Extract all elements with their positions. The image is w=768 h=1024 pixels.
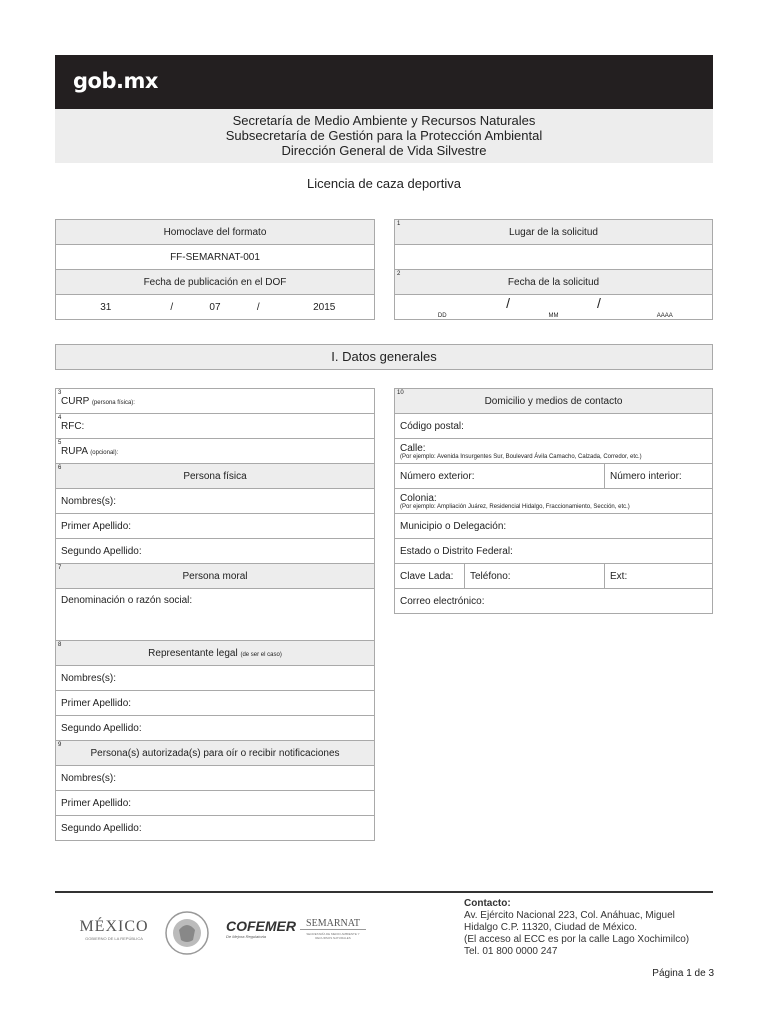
lugar-solicitud-header: 1 Lugar de la solicitud (395, 220, 713, 245)
footer-divider (55, 891, 713, 893)
curp-field[interactable]: 3 CURP (persona física): (56, 389, 375, 414)
rfc-field[interactable]: 4 RFC: (56, 414, 375, 439)
calle-field[interactable]: Calle: (Por ejemplo: Avenida Insurgentes Sur, Boulevard Ávila Camacho, Calzada, Corredor, etc.) (395, 439, 713, 464)
contact-line-2: Hidalgo C.P. 11320, Ciudad de México. (464, 922, 638, 933)
fecha-mm-field[interactable]: MM (527, 295, 581, 320)
domicilio-header: 10 Domicilio y medios de contacto (395, 389, 713, 414)
persona-fisica-header: 6 Persona física (56, 464, 375, 489)
footer-logos (78, 910, 378, 960)
pf-nombres-field[interactable]: Nombres(s): (56, 489, 375, 514)
datos-personales-table (55, 388, 375, 841)
fecha-solicitud-header: 2 Fecha de la solicitud (395, 270, 713, 295)
fecha-publicacion-label: Fecha de publicación en el DOF (56, 270, 375, 295)
pub-month: 07 (188, 295, 242, 320)
pub-day: 31 (56, 295, 156, 320)
fecha-sep-2: / (580, 295, 617, 320)
homoclave-label: Homoclave del formato (56, 220, 375, 245)
numero-interior-field[interactable]: Número interior: (605, 464, 713, 489)
form-title: Licencia de caza deportiva (307, 176, 461, 191)
escudo-nacional-icon (164, 910, 210, 956)
pa-segundo-apellido-field[interactable]: Segundo Apellido: (56, 816, 375, 841)
mexico-logo: MÉXICO GOBIERNO DE LA REPÚBLICA (79, 918, 149, 941)
autorizada-header: 9 Persona(s) autorizada(s) para oír o recibir notificaciones (56, 741, 375, 766)
domicilio-table (394, 388, 713, 614)
colonia-field[interactable]: Colonia: (Por ejemplo: Ampliación Juárez, Residencial Hidalgo, Fraccionamiento, Sección, etc.) (395, 489, 713, 514)
semarnat-logo: SEMARNAT SECRETARÍA DE MEDIO AMBIENTE Y RECURSOS NATURALES (300, 918, 366, 940)
rl-segundo-apellido-field[interactable]: Segundo Apellido: (56, 716, 375, 741)
contact-title: Contacto: (464, 898, 511, 909)
agency-line-1: Secretaría de Medio Ambiente y Recursos Naturales (232, 113, 536, 128)
contact-line-4: Tel. 01 800 0000 247 (464, 946, 558, 957)
rupa-field[interactable]: 5 RUPA (opcional): (56, 439, 375, 464)
clave-lada-field[interactable]: Clave Lada: (395, 564, 465, 589)
cofemer-logo: COFEMER De Mejora Regulatoria (226, 918, 296, 939)
estado-field[interactable]: Estado o Distrito Federal: (395, 539, 713, 564)
gobmx-logo[interactable]: gob.mx (73, 69, 158, 93)
fecha-aaaa-field[interactable]: AAAA (618, 295, 713, 320)
agency-line-2: Subsecretaría de Gestión para la Protección Ambiental (225, 128, 543, 143)
lugar-solicitud-field[interactable] (395, 245, 713, 270)
pa-primer-apellido-field[interactable]: Primer Apellido: (56, 791, 375, 816)
telefono-field[interactable]: Teléfono: (465, 564, 605, 589)
denominacion-field[interactable]: Denominación o razón social: (56, 589, 375, 641)
fecha-dd-field[interactable]: DD (395, 295, 490, 320)
municipio-field[interactable]: Municipio o Delegación: (395, 514, 713, 539)
ext-field[interactable]: Ext: (605, 564, 713, 589)
fecha-sep-1: / (490, 295, 527, 320)
format-info-table (55, 219, 375, 320)
correo-field[interactable]: Correo electrónico: (395, 589, 713, 614)
agency-header (55, 109, 713, 163)
numero-exterior-field[interactable]: Número exterior: (395, 464, 605, 489)
pf-segundo-apellido-field[interactable]: Segundo Apellido: (56, 539, 375, 564)
homoclave-value: FF-SEMARNAT-001 (56, 245, 375, 270)
codigo-postal-field[interactable]: Código postal: (395, 414, 713, 439)
rl-primer-apellido-field[interactable]: Primer Apellido: (56, 691, 375, 716)
contact-line-3: (El acceso al ECC es por la calle Lago Xochimilco) (464, 934, 690, 945)
representante-header: 8 Representante legal (de ser el caso) (56, 641, 375, 666)
pub-sep-2: / (242, 295, 275, 320)
pub-year: 2015 (275, 295, 375, 320)
section-datos-generales: I. Datos generales (55, 344, 713, 370)
pub-sep-1: / (156, 295, 189, 320)
persona-moral-header: 7 Persona moral (56, 564, 375, 589)
pa-nombres-field[interactable]: Nombres(s): (56, 766, 375, 791)
pf-primer-apellido-field[interactable]: Primer Apellido: (56, 514, 375, 539)
contact-block (464, 898, 724, 958)
page-number: Página 1 de 3 (652, 968, 714, 979)
contact-line-1: Av. Ejército Nacional 223, Col. Anáhuac, Miguel (464, 910, 675, 921)
agency-line-3: Dirección General de Vida Silvestre (281, 143, 487, 158)
gobmx-header-bar (55, 55, 713, 109)
solicitud-table (394, 219, 713, 320)
rl-nombres-field[interactable]: Nombres(s): (56, 666, 375, 691)
